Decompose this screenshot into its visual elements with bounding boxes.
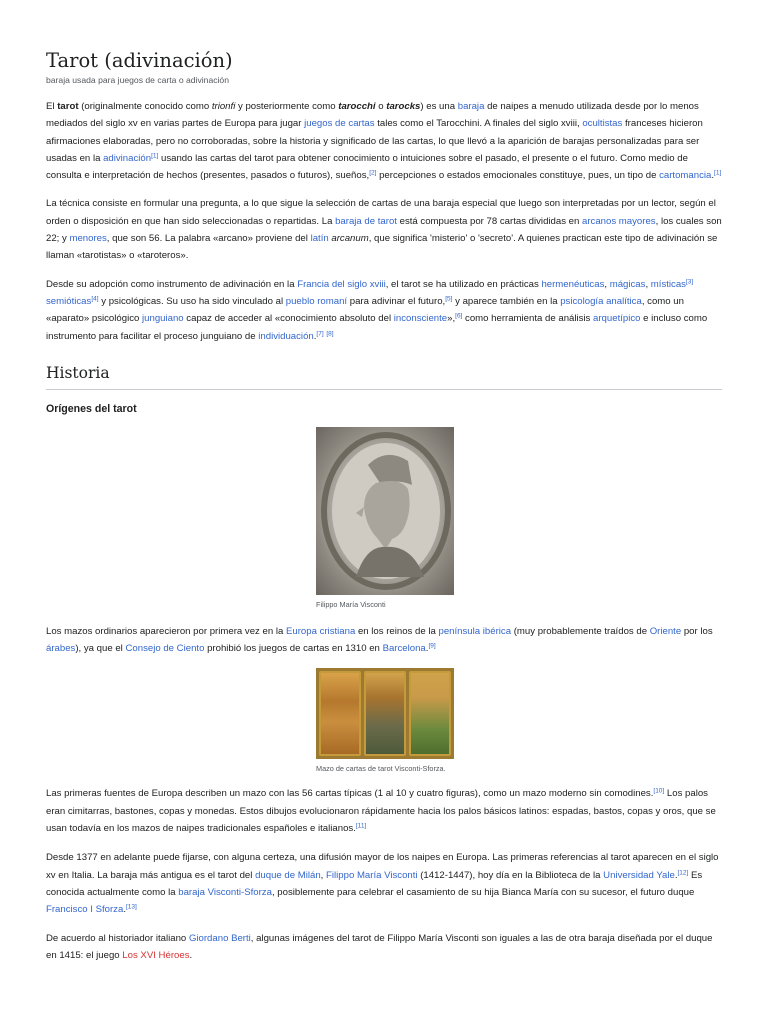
text: de naipes a menudo utilizada desde por lo menos mediados del siglo xv en varias partes de Europa para jugar: [46, 101, 699, 130]
reference-10[interactable]: [10]: [653, 787, 665, 795]
term-tarocks: tarocks: [386, 101, 421, 112]
text: .: [674, 869, 678, 881]
text: .: [313, 330, 317, 342]
link-juegos-de-cartas[interactable]: juegos de cartas: [304, 118, 375, 130]
text: (1412-1447), hoy día en la Biblioteca de la: [417, 869, 604, 881]
text: y psicológicas. Su uso ha sido vinculado al: [98, 295, 286, 307]
text: para adivinar el futuro,: [347, 295, 446, 307]
text: , los cuales son 22; y: [46, 215, 722, 245]
link-hermeneuticas[interactable]: hermenéuticas: [541, 278, 605, 290]
text: y aparece también en la: [452, 295, 561, 307]
link-junguiano[interactable]: junguiano: [142, 313, 184, 325]
link-duque-de-milan[interactable]: duque de Milán: [255, 869, 321, 881]
link-cartomancia[interactable]: cartomancia: [659, 170, 712, 182]
text: ) es una: [420, 101, 458, 112]
link-europa-cristiana[interactable]: Europa cristiana: [285, 625, 356, 637]
text: (originalmente conocido como: [78, 101, 212, 112]
reference-4[interactable]: [4]: [91, 295, 99, 303]
lead-paragraph-2: [46, 195, 722, 264]
text: por los: [681, 625, 713, 637]
link-adivinacion[interactable]: adivinación: [103, 152, 152, 164]
text: , que significa 'misterio' o 'secreto'. A quienes practican este tipo de adivinación se llaman «tarotistas» o «taroteros».: [46, 233, 718, 262]
portrait-illustration: [316, 427, 454, 595]
link-consejo-de-ciento[interactable]: Consejo de Ciento: [125, 643, 205, 655]
text: .: [711, 170, 715, 182]
tarot-card: [409, 671, 451, 756]
link-inconsciente[interactable]: inconsciente: [393, 313, 448, 325]
text: prohibió los juegos de cartas en 1310 en: [204, 643, 383, 655]
text: ,: [604, 278, 610, 290]
text: De acuerdo al historiador italiano: [46, 932, 189, 944]
link-latin[interactable]: latín: [310, 233, 329, 245]
history-paragraph-4: [46, 930, 722, 965]
text: ,: [320, 869, 327, 881]
figure-caption: Filippo María Visconti: [316, 599, 386, 609]
reference-2[interactable]: [2]: [369, 169, 377, 177]
text: tales como el Tarocchini. A finales del siglo xviii,: [374, 118, 583, 130]
text: La técnica consiste en formular una pregunta, a lo que sigue la selección de cartas de una baraja especial que luego son interpretadas por un lector, según el orden o disposición en que han sido seleccionadas o repartidas. La: [46, 198, 716, 227]
link-universidad-yale[interactable]: Universidad Yale: [603, 869, 675, 881]
text: , el tarot se ha utilizado en prácticas: [385, 278, 542, 290]
text: o: [375, 101, 387, 112]
text: Desde 1377 en adelante puede fijarse, con alguna certeza, una difusión mayor de los naipes en Europa. Las primeras referencias al tarot aparecen en el siglo xv en Italia. La baraja más antigua es el tarot del: [46, 852, 719, 881]
link-oriente[interactable]: Oriente: [649, 625, 682, 637]
portrait-image[interactable]: [316, 427, 454, 595]
term-arcanum: arcanum: [331, 233, 369, 245]
link-giordano-berti[interactable]: Giordano Berti: [188, 932, 251, 944]
text: Los palos eran cimitarras, bastones, copas y monedas. Estos dibujos evolucionaron rápidamente hacia los palos básicos latinos: espadas, bastos, copas y oros, que se usan todavía en los mazos de naipes tradicionales españoles e italianos.: [46, 788, 716, 835]
reference-5[interactable]: [5]: [445, 295, 453, 303]
lead-paragraph-1: [46, 98, 722, 184]
link-arcanos-mayores[interactable]: arcanos mayores: [582, 215, 656, 227]
reference-3[interactable]: [3]: [685, 278, 694, 286]
text: Las primeras fuentes de Europa describen un mazo con las 56 cartas típicas (1 al 10 y cuatro figuras), como un mazo moderno sin comodines.: [46, 788, 654, 800]
text: El: [46, 101, 58, 112]
link-psicologia-analitica[interactable]: psicología analítica: [560, 295, 642, 307]
subsection-heading-origenes: Orígenes del tarot: [46, 402, 137, 415]
text: »,: [447, 313, 456, 325]
link-arquetipico[interactable]: arquetípico: [593, 313, 641, 325]
text: .: [189, 949, 193, 961]
reference-12[interactable]: [12]: [677, 869, 689, 877]
text: Es conocida actualmente como la: [46, 869, 703, 898]
link-magicas[interactable]: mágicas: [609, 278, 646, 290]
text: , posiblemente para celebrar el casamiento de su hija Bianca María con su sucesor, el futuro duque: [271, 886, 695, 898]
link-francisco-i-sforza[interactable]: Francisco I Sforza: [46, 904, 124, 916]
text: franceses hicieron afirmaciones elaboradas, pero no corroboradas, sobre la historia y significado de las cartas, lo que llevó a la aparición de barajas personalizadas para ser usadas en la: [46, 118, 703, 164]
reference-13[interactable]: [13]: [125, 903, 137, 911]
text: (muy probablemente traídos de: [511, 625, 650, 637]
text: , que son 56. La palabra «arcano» proviene del: [106, 233, 311, 245]
link-peninsula-iberica[interactable]: península ibérica: [438, 625, 512, 637]
term-tarot: tarot: [57, 101, 79, 112]
lead-paragraph-3: [46, 276, 722, 345]
term-tarocchi: tarocchi: [338, 101, 376, 112]
link-barcelona[interactable]: Barcelona: [382, 643, 426, 655]
reference-6[interactable]: [6]: [455, 312, 463, 320]
reference-8[interactable]: [8]: [326, 329, 334, 337]
link-baraja[interactable]: baraja: [457, 101, 485, 112]
link-pueblo-romani[interactable]: pueblo romaní: [285, 295, 348, 307]
section-heading-historia: Historia: [46, 359, 722, 390]
reference-11[interactable]: [11]: [355, 822, 367, 830]
text: , algunas imágenes del tarot de Filippo María Visconti son iguales a las de otra baraja diseñada por el duque en 1415: el juego: [46, 932, 713, 961]
figure-filippo-visconti: [316, 427, 454, 610]
link-ocultistas[interactable]: ocultistas: [582, 118, 623, 130]
link-individuacion[interactable]: individuación: [258, 330, 314, 342]
text: está compuesta por 78 cartas divididas en: [396, 215, 583, 227]
text: en los reinos de la: [355, 625, 439, 637]
text: ,: [645, 278, 651, 290]
term-trionfi: trionfi: [211, 101, 236, 112]
page-subtitle: baraja usada para juegos de carta o adivinación: [46, 75, 229, 85]
tarot-cards-image[interactable]: [316, 668, 454, 759]
tarot-card: [319, 671, 361, 756]
text: percepciones o estados emocionales constituye, pues, un tipo de: [376, 170, 660, 182]
history-paragraph-2: [46, 785, 722, 837]
reference-9[interactable]: [9]: [428, 642, 436, 650]
text: Los mazos ordinarios aparecieron por primera vez en la: [46, 625, 286, 637]
link-filippo-maria-visconti[interactable]: Filippo María Visconti: [326, 869, 418, 881]
text: .: [123, 904, 126, 916]
text: e incluso como instrumento para facilitar el proceso junguiano de: [46, 313, 708, 342]
link-misticas[interactable]: místicas: [650, 278, 686, 290]
reference-1[interactable]: [1]: [151, 152, 159, 160]
page-title: Tarot (adivinación): [46, 49, 233, 72]
text: , como un «aparato» psicológico: [46, 295, 684, 325]
link-francia-siglo-xviii[interactable]: Francia del siglo xviii: [297, 278, 386, 290]
text: usando las cartas del tarot para obtener conocimiento o intuiciones sobre el pasado, el presente o el futuro. Como medio de consulta e interpretación de hechos (presentes, pasados o futuros), sueños,: [46, 152, 688, 182]
link-los-xvi-heroes[interactable]: Los XVI Héroes: [122, 949, 190, 961]
link-arabes[interactable]: árabes: [46, 643, 76, 655]
link-menores[interactable]: menores: [69, 233, 107, 245]
reference-7[interactable]: [7]: [316, 329, 324, 337]
link-baraja-visconti-sforza[interactable]: baraja Visconti-Sforza: [178, 886, 272, 898]
history-paragraph-1: [46, 623, 722, 658]
figure-caption: Mazo de cartas de tarot Visconti-Sforza.: [316, 764, 446, 774]
link-baraja-de-tarot[interactable]: baraja de tarot: [335, 215, 397, 227]
tarot-card: [364, 671, 406, 756]
text: capaz de acceder al «conocimiento absoluto del: [183, 313, 394, 325]
history-paragraph-3: [46, 849, 722, 918]
link-semioticas[interactable]: semióticas: [46, 295, 92, 307]
text: .: [425, 643, 429, 655]
text: ), ya que el: [75, 643, 126, 655]
reference-1b[interactable]: [1]: [714, 169, 722, 177]
figure-visconti-sforza-deck: [316, 668, 454, 774]
text: y posteriormente como: [235, 101, 339, 112]
text: como herramienta de análisis: [462, 313, 594, 325]
text: Desde su adopción como instrumento de adivinación en la: [46, 278, 298, 290]
